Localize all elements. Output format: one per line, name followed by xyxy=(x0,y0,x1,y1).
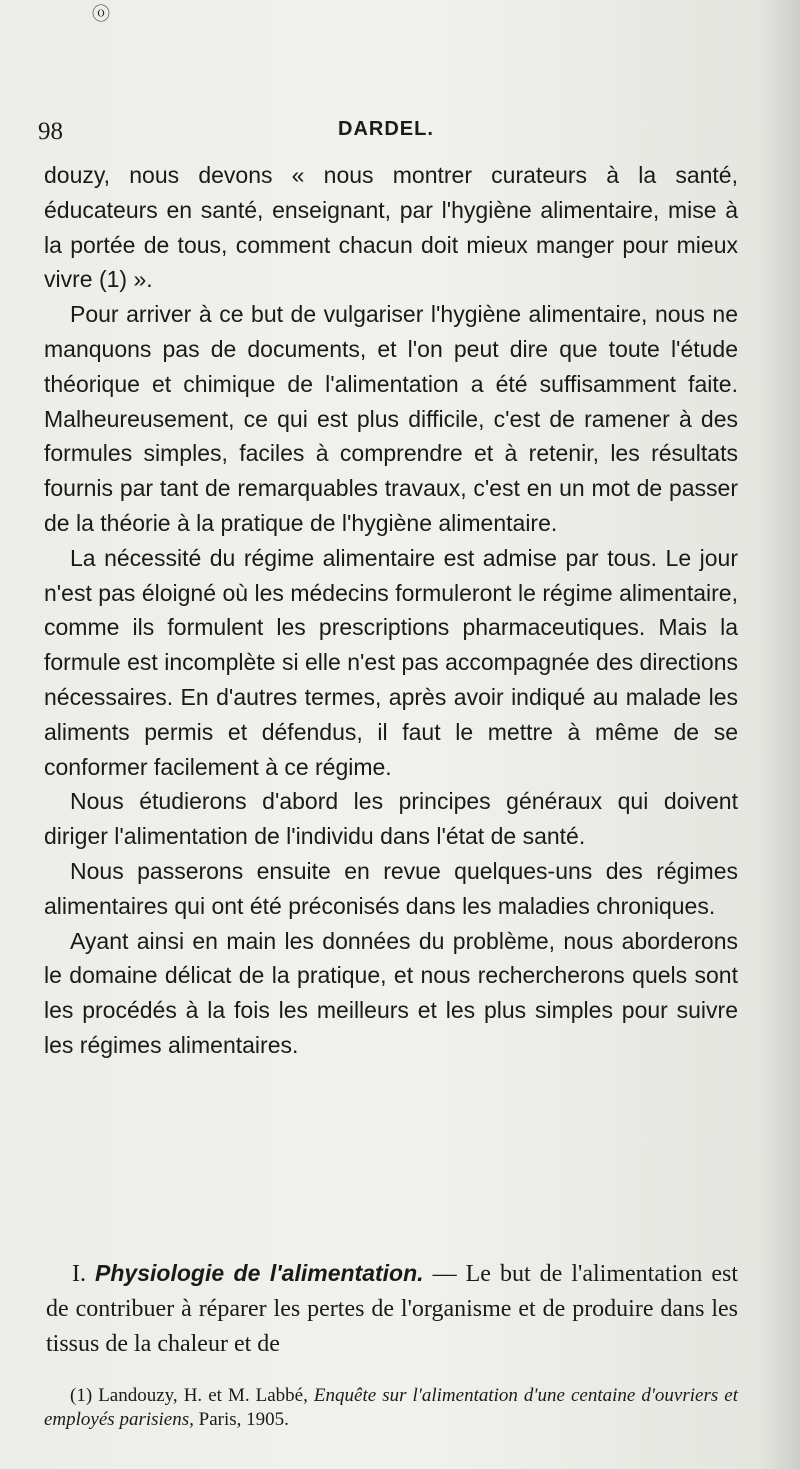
footnote-authors: Landouzy, H. et M. Labbé, xyxy=(92,1385,314,1406)
body-text xyxy=(44,158,738,1063)
paragraph: Pour arriver à ce but de vulgariser l'hygiène alimentaire, nous ne manquons pas de documents, et l'on peut dire que toute l'étude théorique et chimique de l'alimentation a été suffisamment faite. Malheureusement, ce qui est plus difficile, c'est de ramener à des formules simples, faciles à comprendre et à retenir, les résultats fournis par tant de remarquables travaux, c'est en un mot de passer de la théorie à la pratique de l'hygiène alimentaire. xyxy=(44,301,738,536)
footnote-work-title: Enquête sur l'alimentation d'une centaine d'ouvriers et employés parisiens, xyxy=(44,1385,738,1430)
page-number: 98 xyxy=(38,118,63,145)
page-corner-mark: ⓞ xyxy=(92,4,110,25)
running-header xyxy=(38,118,738,148)
section-paragraph xyxy=(46,1256,738,1362)
running-title: DARDEL. xyxy=(338,118,434,140)
paragraph: Nous étudierons d'abord les principes généraux qui doivent diriger l'alimentation de l'individu dans l'état de santé. xyxy=(44,788,738,850)
footnote-marker: (1) xyxy=(70,1385,93,1406)
paragraph: Nous passerons ensuite en revue quelques-uns des régimes alimentaires qui ont été préconisés dans les maladies chroniques. xyxy=(44,857,738,919)
paragraph: Ayant ainsi en main les données du problème, nous aborderons le domaine délicat de la pratique, et nous rechercherons quels sont les procédés à la fois les meilleurs et les plus simples pour suivre les régimes alimentaires. xyxy=(44,927,738,1058)
footnote xyxy=(44,1384,738,1432)
footnote-place-year: Paris, 1905. xyxy=(193,1409,289,1430)
section-title: Physiologie de l'alimentation. xyxy=(95,1260,424,1286)
page-edge-shadow xyxy=(760,0,800,1469)
paragraph: douzy, nous devons « nous montrer curateurs à la santé, éducateurs en santé, enseignant, par l'hygiène alimentaire, mise à la portée de tous, comment chacun doit mieux manger pour mieux vivre (1) ». xyxy=(44,162,738,293)
paragraph: La nécessité du régime alimentaire est admise par tous. Le jour n'est pas éloigné où les médecins formuleront le régime alimentaire, comme ils formulent les prescriptions pharmaceutiques. Mais la formule est incomplète si elle n'est pas accompagnée des directions nécessaires. En d'autres termes, après avoir indiqué au malade les aliments permis et défendus, il faut le mettre à même de se conformer facilement à ce régime. xyxy=(44,544,738,780)
section-number: I. xyxy=(72,1261,86,1287)
section-text: — Le but de l'alimentation est de contribuer à réparer les pertes de l'organisme et de produire dans les tissus de la chaleur et de xyxy=(46,1261,739,1357)
